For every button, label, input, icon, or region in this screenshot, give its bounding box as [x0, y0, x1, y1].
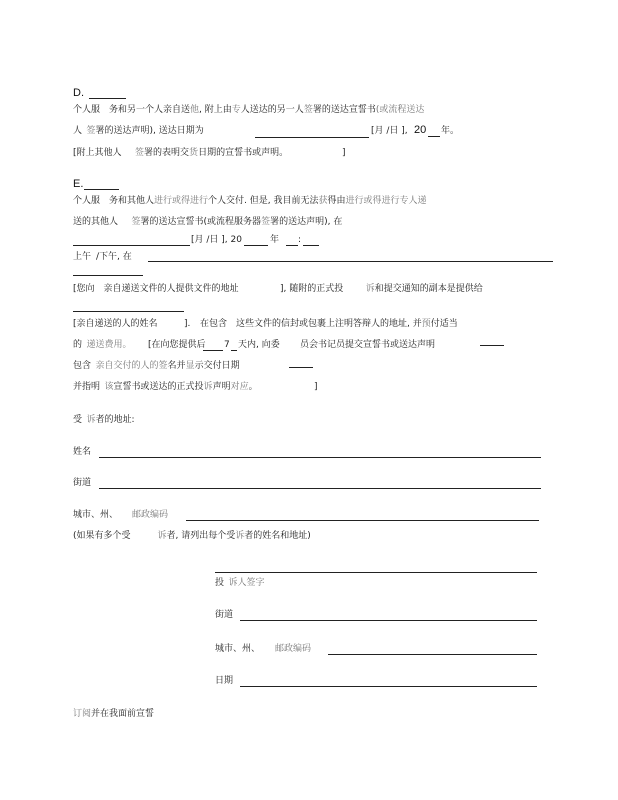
complainant-date-field[interactable] — [240, 686, 537, 687]
section-d-line-3: [附上其他人 签署的表明交货日期的宣誓书或声明。 — [73, 148, 289, 158]
complainant-street-field[interactable] — [240, 620, 537, 621]
complainant-date-label: 日期 — [215, 676, 234, 686]
section-e-am-label: 上午 — [73, 252, 92, 262]
section-e-minute-blank[interactable] — [303, 245, 319, 246]
section-e-line-2: 送的其他人 签署的送达宣誓书(或流程服务器签署的送达声明), 在 — [73, 217, 343, 227]
complainant-city-field[interactable] — [328, 654, 537, 655]
section-d-line-1: 个人服 务和另一个人亲自送他, 附上由专人送达的另一人签署的送达宣誓书(或流程送达 — [73, 105, 425, 115]
section-e-label: E. — [73, 178, 84, 190]
respondent-name-label: 姓名 — [73, 447, 92, 457]
section-e-location-blank-2[interactable] — [73, 275, 143, 276]
section-e-line-7d: 天内, 向委 — [238, 340, 280, 350]
respondent-zip-label: 邮政编码 — [132, 510, 169, 520]
section-e-line-8: 包含 亲自交付的人的签名并显示交付日期 — [73, 361, 240, 371]
respondent-street-field[interactable] — [99, 488, 541, 489]
section-d-bracket-close: ] — [342, 148, 346, 158]
footer-sworn-text: 订阅并在我面前宣誓 — [73, 709, 155, 719]
section-d-blank-line[interactable] — [89, 98, 126, 99]
section-e-line-9: 并指明 该宣誓书或送达的正式投诉声明对应。 — [73, 382, 258, 392]
section-e-days-blank-right[interactable] — [231, 350, 237, 351]
complainant-zip-label: 邮政编码 — [275, 644, 312, 654]
section-e-line-5: [您向 亲自递送文件的人提供文件的地址 — [73, 284, 239, 294]
section-d-label: D. — [73, 87, 84, 99]
section-e-time-colon: : — [298, 235, 302, 245]
section-e-line-6b: ]. — [184, 319, 191, 329]
respondent-city-field[interactable] — [186, 520, 539, 521]
section-e-days-blank-left[interactable] — [203, 350, 223, 351]
section-e-year-blank[interactable] — [244, 245, 268, 246]
section-d-year-prefix: 20 — [414, 124, 427, 136]
section-e-date-text: [月 /日 ], 20 — [191, 235, 242, 245]
respondent-city-label: 城市、州、 — [73, 510, 119, 520]
section-d-date-blank[interactable] — [255, 137, 369, 138]
section-e-pm-label: /下午, 在 — [96, 252, 132, 262]
section-e-filing-blank[interactable] — [480, 345, 504, 346]
section-e-line-7c: [在向您提供后 — [148, 340, 206, 350]
respondent-name-field[interactable] — [99, 457, 541, 458]
section-e-days-value: 7 — [224, 340, 230, 350]
section-e-delivery-blank[interactable] — [289, 367, 313, 368]
section-d-date-suffix: [月 /日 ], — [371, 126, 408, 136]
section-e-location-blank[interactable] — [148, 261, 553, 262]
section-e-line-5b: ], 随附的正式投 诉和提交通知的副本是提供给 — [280, 284, 483, 294]
complainant-signature-label: 投 诉人签字 — [215, 578, 265, 588]
section-d-year-suffix: 年。 — [441, 126, 460, 136]
section-e-recipient-blank[interactable] — [73, 311, 184, 312]
section-e-hour-blank[interactable] — [286, 245, 298, 246]
section-e-date-blank[interactable] — [73, 245, 190, 246]
section-e-line-6: [亲自递送的人的姓名 — [73, 319, 158, 329]
complainant-city-label: 城市、州、 — [215, 644, 261, 654]
respondent-note: (如果有多个受 诉者, 请列出每个受诉者的姓名和地址) — [73, 531, 311, 541]
section-e-line-1: 个人服 务和其他人进行或得进行个人交付. 但是, 我目前无法获得由进行或得进行专人递 — [73, 196, 427, 206]
section-d-line-2: 人 签署的送达声明), 送达日期为 — [73, 126, 204, 136]
section-e-line-7e: 员会书记员提交宣誓书或送达声明 — [300, 340, 436, 350]
section-e-blank-line[interactable] — [84, 189, 119, 190]
complainant-signature-field[interactable] — [215, 572, 537, 573]
section-e-line-7: 的 递送费用。 — [73, 340, 132, 350]
section-e-bracket-close: ] — [314, 382, 318, 392]
section-e-line-6c: 在包含 这些文件的信封或包裹上注明答辩人的地址, 并预付适当 — [200, 319, 458, 329]
complainant-street-label: 街道 — [215, 610, 234, 620]
section-e-year-word: 年 — [270, 235, 280, 245]
section-d-year-blank[interactable] — [428, 136, 440, 137]
respondent-heading: 受 诉者的地址: — [73, 415, 135, 425]
respondent-street-label: 街道 — [73, 478, 92, 488]
